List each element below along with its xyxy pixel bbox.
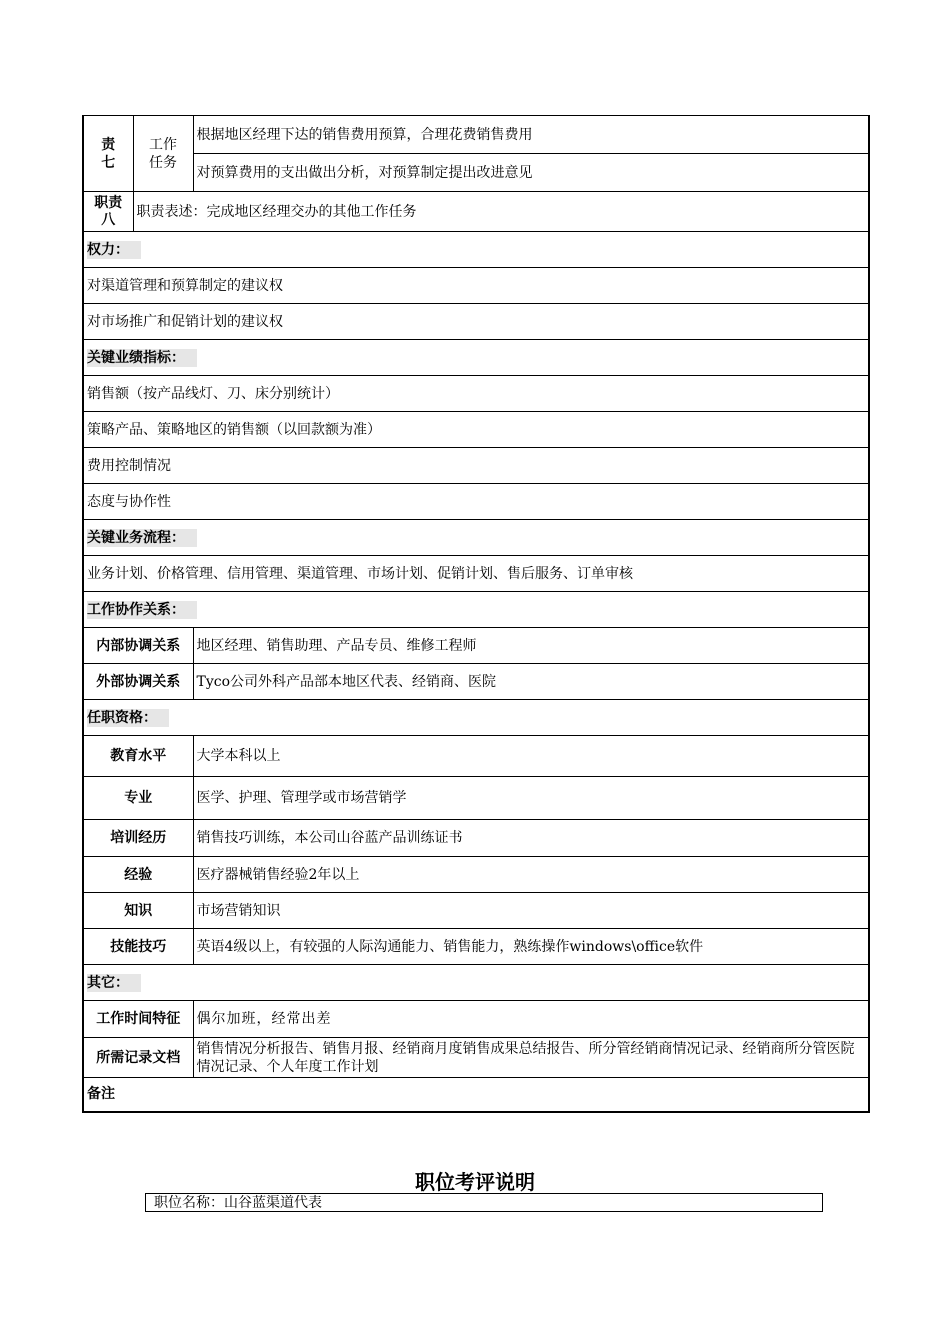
duty7-task-1: 根据地区经理下达的销售费用预算，合理花费销售费用: [193, 116, 869, 154]
authority-section-title: 权力：: [83, 232, 869, 268]
required-docs-label: 所需记录文档: [83, 1038, 193, 1078]
duty8-label: 职责 八: [83, 192, 133, 232]
qualification-value: 医学、护理、管理学或市场营销学: [193, 777, 869, 820]
work-time-value: 偶尔加班，经常出差: [193, 1001, 869, 1038]
qualification-label: 培训经历: [83, 820, 193, 857]
qualification-value: 市场营销知识: [193, 893, 869, 929]
position-name-field: 职位名称：山谷蓝渠道代表: [145, 1193, 823, 1212]
process-text: 业务计划、价格管理、信用管理、渠道管理、市场计划、促销计划、售后服务、订单审核: [83, 556, 869, 592]
internal-relations-label: 内部协调关系: [83, 628, 193, 664]
kpi-item: 策略产品、策略地区的销售额（以回款额为准）: [83, 412, 869, 448]
qualification-value: 大学本科以上: [193, 736, 869, 777]
job-description-sheet: [82, 115, 868, 1113]
qualification-value: 英语4级以上，有较强的人际沟通能力、销售能力，熟练操作windows\office软件: [193, 929, 869, 965]
authority-item: 对渠道管理和预算制定的建议权: [83, 268, 869, 304]
qualification-value: 销售技巧训练，本公司山谷蓝产品训练证书: [193, 820, 869, 857]
kpi-item: 费用控制情况: [83, 448, 869, 484]
required-docs-value: 销售情况分析报告、销售月报、经销商月度销售成果总结报告、所分管经销商情况记录、经销商所分管医院情况记录、个人年度工作计划: [193, 1038, 869, 1078]
job-description-table: [82, 115, 870, 1113]
qualification-section-title: 任职资格：: [83, 700, 869, 736]
evaluation-title: 职位考评说明: [415, 1170, 535, 1194]
duty8-description: 职责表述：完成地区经理交办的其他工作任务: [133, 192, 869, 232]
other-section-title: 其它：: [83, 965, 869, 1001]
work-time-label: 工作时间特征: [83, 1001, 193, 1038]
external-relations-label: 外部协调关系: [83, 664, 193, 700]
duty7-label: 责 七: [83, 116, 133, 192]
qualification-label: 教育水平: [83, 736, 193, 777]
authority-item: 对市场推广和促销计划的建议权: [83, 304, 869, 340]
qualification-label: 经验: [83, 857, 193, 893]
qualification-value: 医疗器械销售经验2年以上: [193, 857, 869, 893]
duty7-sub-label: 工作 任务: [133, 116, 193, 192]
duty7-task-2: 对预算费用的支出做出分析，对预算制定提出改进意见: [193, 154, 869, 192]
internal-relations-value: 地区经理、销售助理、产品专员、维修工程师: [193, 628, 869, 664]
kpi-item: 态度与协作性: [83, 484, 869, 520]
process-section-title: 关键业务流程：: [83, 520, 869, 556]
remark-label: 备注: [83, 1078, 869, 1112]
kpi-item: 销售额（按产品线灯、刀、床分别统计）: [83, 376, 869, 412]
relations-section-title: 工作协作关系：: [83, 592, 869, 628]
external-relations-value: Tyco公司外科产品部本地区代表、经销商、医院: [193, 664, 869, 700]
qualification-label: 技能技巧: [83, 929, 193, 965]
kpi-section-title: 关键业绩指标：: [83, 340, 869, 376]
qualification-label: 专业: [83, 777, 193, 820]
qualification-label: 知识: [83, 893, 193, 929]
